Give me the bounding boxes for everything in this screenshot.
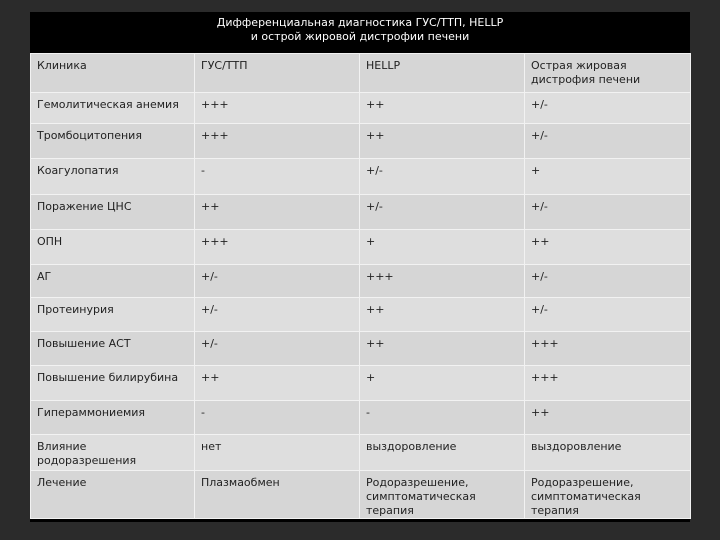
table-title — [30, 12, 690, 53]
table-cell: +/- — [360, 159, 525, 195]
diagnosis-table — [30, 12, 690, 522]
table-cell: Плазмаобмен — [195, 471, 360, 519]
header-cell: ГУС/ТТП — [195, 54, 360, 93]
row-label: Поражение ЦНС — [31, 195, 195, 230]
row-label: Повышение билирубина — [31, 366, 195, 401]
row-label: Влияние родоразрешения — [31, 435, 195, 471]
table-row — [31, 93, 691, 124]
table-cell: +++ — [360, 265, 525, 298]
table-title-line-2: и острой жировой дистрофии печени — [250, 30, 470, 43]
table-cell: ++ — [195, 366, 360, 401]
table-cell: + — [360, 366, 525, 401]
table-cell: +/- — [360, 195, 525, 230]
table-cell: - — [195, 159, 360, 195]
table-row — [31, 265, 691, 298]
table-cell: ++ — [525, 230, 691, 265]
table-cell: +/- — [525, 265, 691, 298]
table-cell: выздоровление — [360, 435, 525, 471]
table-title-line-1: Дифференциальная диагностика ГУС/ТТП, HELLP — [216, 16, 504, 29]
header-row — [31, 54, 691, 93]
table-row — [31, 298, 691, 332]
row-label: Коагулопатия — [31, 159, 195, 195]
header-cell: Клиника — [31, 54, 195, 93]
table-cell: + — [360, 230, 525, 265]
table-cell: +++ — [525, 366, 691, 401]
table-cell: +/- — [525, 195, 691, 230]
table-cell: +/- — [525, 93, 691, 124]
data-grid — [30, 53, 691, 519]
table-cell: +++ — [195, 93, 360, 124]
row-label: Гемолитическая анемия — [31, 93, 195, 124]
table-cell: ++ — [360, 93, 525, 124]
table-row — [31, 195, 691, 230]
row-label: Протеинурия — [31, 298, 195, 332]
table-cell: +/- — [525, 298, 691, 332]
row-label: ОПН — [31, 230, 195, 265]
row-label: Тромбоцитопения — [31, 124, 195, 159]
table-row — [31, 401, 691, 435]
table-cell: +/- — [195, 332, 360, 366]
table-cell: +++ — [195, 124, 360, 159]
header-cell: HELLP — [360, 54, 525, 93]
table-row — [31, 471, 691, 519]
table-cell: + — [525, 159, 691, 195]
row-label: Повышение АСТ — [31, 332, 195, 366]
row-label: Лечение — [31, 471, 195, 519]
table-cell: выздоровление — [525, 435, 691, 471]
table-row — [31, 435, 691, 471]
row-label: Гипераммониемия — [31, 401, 195, 435]
table-cell: +++ — [525, 332, 691, 366]
table-cell: ++ — [360, 332, 525, 366]
table-cell: Родоразрешение, симптоматическая терапия — [525, 471, 691, 519]
table-cell: Родоразрешение, симптоматическая терапия — [360, 471, 525, 519]
table-cell: ++ — [525, 401, 691, 435]
table-cell: +/- — [195, 298, 360, 332]
header-cell: Острая жировая дистрофия печени — [525, 54, 691, 93]
table-cell: нет — [195, 435, 360, 471]
table-cell: +/- — [525, 124, 691, 159]
table-cell: - — [195, 401, 360, 435]
row-label: АГ — [31, 265, 195, 298]
table-cell: ++ — [360, 124, 525, 159]
table-cell: ++ — [360, 298, 525, 332]
table-row — [31, 159, 691, 195]
table-cell: +/- — [195, 265, 360, 298]
table-row — [31, 332, 691, 366]
table-row — [31, 124, 691, 159]
table-cell: - — [360, 401, 525, 435]
table-row — [31, 366, 691, 401]
table-row — [31, 230, 691, 265]
table-cell: ++ — [195, 195, 360, 230]
table-cell: +++ — [195, 230, 360, 265]
